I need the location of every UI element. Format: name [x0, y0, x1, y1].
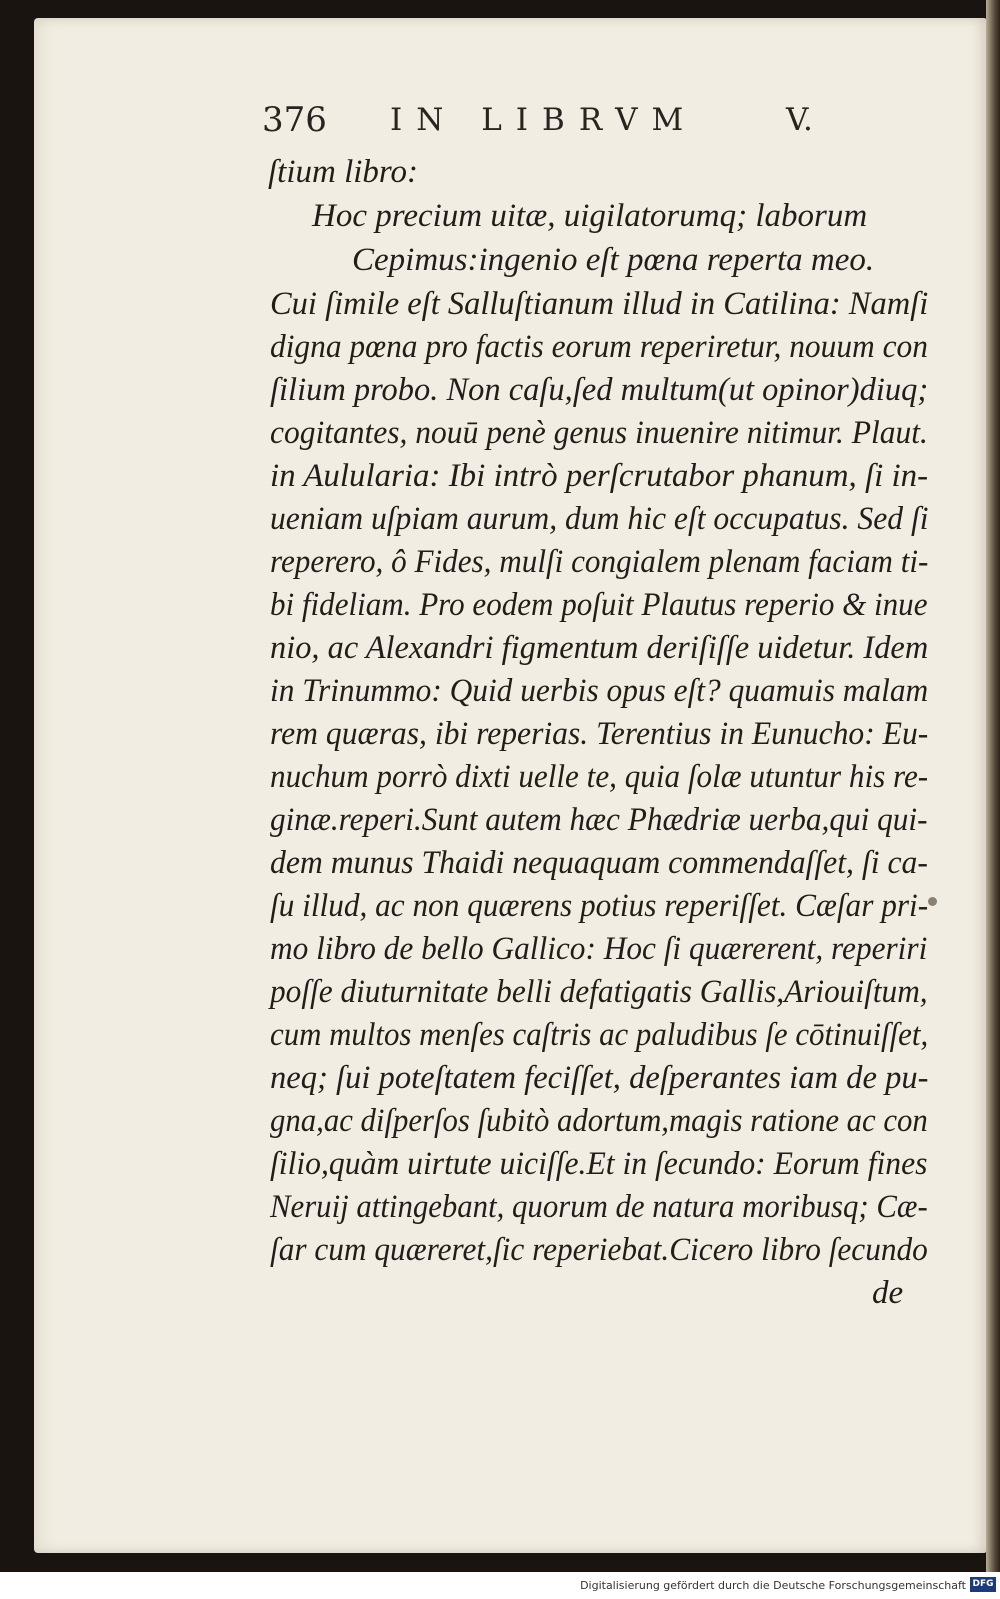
text-line: Cui ſimile eſt Salluſtianum illud in Catilina: Namſi [270, 286, 929, 322]
page-number: 376 [262, 100, 327, 140]
book-edge [986, 0, 1000, 1572]
text-line: ſar cum quæreret,ſic reperiebat.Cicero libro ſecundo [270, 1232, 928, 1268]
text-line: gna,ac diſperſos ſubitò adortum,magis ratione ac con [270, 1103, 928, 1139]
text-line: reperero, ô Fides, mulſi congialem plenam faciam ti- [270, 544, 929, 580]
page-header [262, 100, 852, 144]
text-line: mo libro de bello Gallico: Hoc ſi quærerent, reperiri [270, 931, 928, 967]
dfg-logo: DFG [970, 1577, 996, 1592]
text-line: cogitantes, nouū penè genus inuenire nitimur. Plaut. [270, 415, 928, 451]
text-line: ſilium probo. Non caſu,ſed multum(ut opinor)diuq; [270, 372, 929, 408]
catchword: de [872, 1275, 904, 1311]
footer-credit: Digitalisierung gefördert durch die Deutsche Forschungsgemeinschaft [580, 1579, 966, 1592]
text-line: ſu illud, ac non quærens potius reperiſſet. Cæſar pri- [270, 888, 929, 924]
text-line: rem quæras, ibi reperias. Terentius in Eunucho: Eu- [270, 716, 929, 752]
text-line: ueniam uſpiam aurum, dum hic eſt occupatus. Sed ſi [270, 501, 929, 537]
running-title: IN LIBRVM [390, 102, 698, 138]
text-line: bi fideliam. Pro eodem poſuit Plautus reperio & inue [270, 587, 928, 623]
text-line: nio, ac Alexandri figmentum deriſiſſe uidetur. Idem [270, 630, 929, 666]
text-line: neq; ſui poteſtatem feciſſet, deſperantes iam de pu- [270, 1060, 929, 1096]
verse-line: Hoc precium uitæ, uigilatorumq; laborum [312, 198, 868, 234]
text-line: ſilio,quàm uirtute uiciſſe.Et in ſecundo: Eorum fines [270, 1146, 928, 1182]
verse-line: Cepimus:ingenio eſt pœna reperta meo. [352, 242, 875, 278]
book-number: V. [786, 102, 813, 138]
text-line: Neruij attingebant, quorum de natura moribusq; Cæ- [270, 1189, 928, 1225]
text-line: ſtium libro: [268, 154, 419, 190]
text-line: in Trinummo: Quid uerbis opus eſt? quamuis malam [270, 673, 929, 709]
digitization-footer [0, 1576, 1000, 1599]
text-line: nuchum porrò dixti uelle te, quia ſolæ utuntur his re- [270, 759, 929, 795]
paper-speck [928, 897, 937, 906]
text-line: cum multos menſes caſtris ac paludibus ſe cōtinuiſſet, [270, 1017, 929, 1053]
text-line: ginæ.reperi.Sunt autem hæc Phædriæ uerba,qui qui- [270, 802, 928, 838]
text-line: dem munus Thaidi nequaquam commendaſſet, ſi ca- [270, 845, 928, 881]
text-line: digna pœna pro factis eorum reperiretur, nouum con [270, 329, 928, 365]
text-line: poſſe diuturnitate belli defatigatis Gallis,Ariouiſtum, [270, 974, 928, 1010]
text-line: in Aulularia: Ibi intrò perſcrutabor phanum, ſi in- [270, 458, 929, 494]
